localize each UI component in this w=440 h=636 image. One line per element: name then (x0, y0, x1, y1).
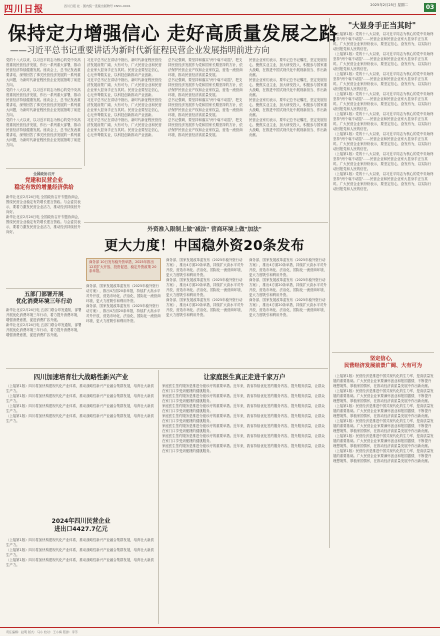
main-subheadline: ——习近平总书记重要讲话为新时代新征程民营企业发展指明前进方向 (10, 45, 270, 55)
lead-text-col-2: 商务部、国家发展改革委发布《2025年稳外资行动方案》，推出4方面20条举措，持续扩大高水平对外开放，营造市场化、法治化、国际化一流营商环境，更大力度吸引和利用外资。 商务部、国家发展改革委发布《2025年稳外资行动方案》，推出4方面20条举措，持续扩大高水平对外开放，营造市场化、法治化、国际化一流营商环境，更大力度吸引和利用外资。 商务部、国家发展改革委发布《2025年稳外资行动方案》，推出4方面20条举措，持续扩大高水平对外开放，营造市场化、法治化、国际化一流营商环境，更大力度吸引和利用外资。 (166, 258, 244, 317)
brief-2-title: 五部门部署开展 优化消费环境三年行动 (16, 292, 72, 305)
divider (158, 370, 159, 624)
lead-text-col-1: 商务部、国家发展改革委发布《2025年稳外资行动方案》，推出4方面20条举措，持续扩大高水平对外开放，营造市场化、法治化、国际化一流营商环境，更大力度吸引和利用外资。 商务部、国家发展改革委发布《2025年稳外资行动方案》，推出4方面20条举措，持续扩大高水平对外开放，营造市场化、法治化、国际化一流营商环境，更大力度吸引和利用外资。 (86, 284, 161, 323)
divider (329, 18, 330, 548)
issue-date: 2025年2月25日 星期二 (370, 3, 408, 7)
lead-story-heading (82, 225, 327, 254)
divider (84, 58, 85, 166)
brief-2-text: 新华社北京2月24日电 五部门联合印发通知，部署开展优化消费环境三年行动，着力提升消费环境，增强消费意愿，促进消费扩容升级。 新华社北京2月24日电 五部门联合印发通知，部署开展优化消费环境三年行动，着力提升消费环境，增强消费意愿，促进消费扩容升级。 (6, 308, 82, 337)
main-headline: 保持定力增强信心 走好高质量发展之路 (8, 24, 338, 45)
lead-kicker: 外资准入限制上做"减法" 营商环境上做"加法" (147, 227, 262, 233)
bottom-right-text: （上接第1版）民营经济是推进中国式现代化的生力军，是高质量发展的重要基础。广大民营企业家要满怀创业和报国激情，不断提升理想境界，厚植家国情怀，在推动经济高质量发展中作出新贡献。 （上接第1版）民营经济是推进中国式现代化的生力军，是高质量发展的重要基础。广大民营企业家要满怀创业和报国激情，不断提升理想境界，厚植家国情怀，在推动经济高质量发展中作出新贡献。 （上接第1版）民营经济是推进中国式现代化的生力军，是高质量发展的重要基础。广大民营企业家要满怀创业和报国激情，不断提升理想境界，厚植家国情怀，在推动经济高质量发展中作出新贡献。 （上接第1版）民营经济是推进中国式现代化的生力军，是高质量发展的重要基础。广大民营企业家要满怀创业和报国激情，不断提升理想境界，厚植家国情怀，在推动经济高质量发展中作出新贡献。 （上接第1版）民营经济是推进中国式现代化的生力军，是高质量发展的重要基础。广大民营企业家要满怀创业和报国激情，不断提升理想境界，厚植家国情怀，在推动经济高质量发展中作出新贡献。 （上接第1版）民营经济是推进中国式现代化的生力军，是高质量发展的重要基础。广大民营企业家要满怀创业和报国激情，不断提升理想境界，厚植家国情怀，在推动经济高质量发展中作出新贡献。 (333, 374, 434, 463)
brief-1-title: 党建和民营企业 稳定有效的增量经济供给 (14, 178, 74, 191)
divider (6, 168, 82, 169)
article-col-2: 习近平总书记在讲话中指出，新时代新征程民营经济发展前景广阔、大有可为，广大民营企业和民营企业家大显身手正当其时。民营企业要坚定信心，心无旁骛做实业，以科技创新推动产业创新。 习近平总书记在讲话中指出，新时代新征程民营经济发展前景广阔、大有可为，广大民营企业和民营企业家大显身手正当其时。民营企业要坚定信心，心无旁骛做实业，以科技创新推动产业创新。 习近平总书记在讲话中指出，新时代新征程民营经济发展前景广阔、大有可为，广大民营企业和民营企业家大显身手正当其时。民营企业要坚定信心，心无旁骛做实业，以科技创新推动产业创新。 习近平总书记在讲话中指出，新时代新征程民营经济发展前景广阔、大有可为，广大民营企业和民营企业家大显身手正当其时。民营企业要坚定信心，心无旁骛做实业，以科技创新推动产业创新。 (87, 58, 162, 137)
masthead-info: 四川日报 社 · 国内统一连续出版物号 CN51-0001 (64, 4, 131, 8)
brief-1-label: 全国政协召开 (33, 172, 55, 176)
masthead (4, 2, 436, 15)
divider (332, 352, 434, 353)
article-col-3: 总书记强调，要坚持和落实"两个毫不动摇"，把支持民营经济发展作为党和国家长期坚持的方针，依法保护民营企业产权和企业家权益，营造一流营商环境，推动民营经济高质量发展。 总书记强调，要坚持和落实"两个毫不动摇"，把支持民营经济发展作为党和国家长期坚持的方针，依法保护民营企业产权和企业家权益，营造一流营商环境，推动民营经济高质量发展。 总书记强调，要坚持和落实"两个毫不动摇"，把支持民营经济发展作为党和国家长期坚持的方针，依法保护民营企业产权和企业家权益，营造一流营商环境，推动民营经济高质量发展。 总书记强调，要坚持和落实"两个毫不动摇"，把支持民营经济发展作为党和国家长期坚持的方针，依法保护民营企业产权和企业家权益，营造一流营商环境，推动民营经济高质量发展。 (168, 58, 243, 137)
divider (6, 368, 328, 369)
page-number-badge: 03 (425, 4, 435, 11)
sidebar-text: （上接第1版）党的十八大以来，以习近平同志为核心的党中央始终坚持"两个毫不动摇"……民营企业和民营企业家大显身手正当其时。广大民营企业家纷纷表示，要坚定信心，奋发有为，以实际行动回报党和人民的信任。 （上接第1版）党的十八大以来，以习近平同志为核心的党中央始终坚持"两个毫不动摇"……民营企业和民营企业家大显身手正当其时。广大民营企业家纷纷表示，要坚定信心，奋发有为，以实际行动回报党和人民的信任。 （上接第1版）党的十八大以来，以习近平同志为核心的党中央始终坚持"两个毫不动摇"……民营企业和民营企业家大显身手正当其时。广大民营企业家纷纷表示，要坚定信心，奋发有为，以实际行动回报党和人民的信任。 （上接第1版）党的十八大以来，以习近平同志为核心的党中央始终坚持"两个毫不动摇"……民营企业和民营企业家大显身手正当其时。广大民营企业家纷纷表示，要坚定信心，奋发有为，以实际行动回报党和人民的信任。 （上接第1版）党的十八大以来，以习近平同志为核心的党中央始终坚持"两个毫不动摇"……民营企业和民营企业家大显身手正当其时。广大民营企业家纷纷表示，要坚定信心，奋发有为，以实际行动回报党和人民的信任。 （上接第1版）党的十八大以来，以习近平同志为核心的党中央始终坚持"两个毫不动摇"……民营企业和民营企业家大显身手正当其时。广大民营企业家纷纷表示，要坚定信心，奋发有为，以实际行动回报党和人民的信任。 （上接第1版）党的十八大以来，以习近平同志为核心的党中央始终坚持"两个毫不动摇"……民营企业和民营企业家大显身手正当其时。广大民营企业家纷纷表示，要坚定信心，奋发有为，以实际行动回报党和人民的信任。 （上接第1版）党的十八大以来，以习近平同志为核心的党中央始终坚持"两个毫不动摇"……民营企业和民营企业家大显身手正当其时。广大民营企业家纷纷表示，要坚定信心，奋发有为，以实际行动回报党和人民的信任。 (333, 32, 434, 191)
lead-text-col-3: 商务部、国家发展改革委发布《2025年稳外资行动方案》，推出4方面20条举措，持续扩大高水平对外开放，营造市场化、法治化、国际化一流营商环境，更大力度吸引和利用外资。 商务部、国家发展改革委发布《2025年稳外资行动方案》，推出4方面20条举措，持续扩大高水平对外开放，营造市场化、法治化、国际化一流营商环境，更大力度吸引和利用外资。 商务部、国家发展改革委发布《2025年稳外资行动方案》，推出4方面20条举措，持续扩大高水平对外开放，营造市场化、法治化、国际化一流营商环境，更大力度吸引和利用外资。 (249, 258, 327, 317)
newspaper-logo: 四川日报 (4, 5, 45, 15)
lead-title: 更大力度！中国稳外资20条发布 (104, 238, 305, 254)
divider (84, 222, 328, 223)
brief-1-text: 新华社北京2月24日电 全国政协召开专题协商会，围绕民营企业稳定有效增长建言资政。与会委员表示，要着力激发民营企业活力，推动经济持续回升向好。 新华社北京2月24日电 全国政协召开专题协商会，围绕民营企业稳定有效增长建言资政。与会委员表示，要着力激发民营企业活力，推动经济持续回升向好。 (6, 195, 82, 234)
bottom-center-text: 家庭医生签约服务是推进分级诊疗的重要举措。近年来，我省持续优化签约服务内容，提升服务质量，让群众在家门口享受到便捷的健康服务。 家庭医生签约服务是推进分级诊疗的重要举措。近年来，我省持续优化签约服务内容，提升服务质量，让群众在家门口享受到便捷的健康服务。 家庭医生签约服务是推进分级诊疗的重要举措。近年来，我省持续优化签约服务内容，提升服务质量，让群众在家门口享受到便捷的健康服务。 家庭医生签约服务是推进分级诊疗的重要举措。近年来，我省持续优化签约服务内容，提升服务质量，让群众在家门口享受到便捷的健康服务。 家庭医生签约服务是推进分级诊疗的重要举措。近年来，我省持续优化签约服务内容，提升服务质量，让群众在家门口享受到便捷的健康服务。 家庭医生签约服务是推进分级诊疗的重要举措。近年来，我省持续优化签约服务内容，提升服务质量，让群众在家门口享受到便捷的健康服务。 家庭医生签约服务是推进分级诊疗的重要举措。近年来，我省持续优化签约服务内容，提升服务质量，让群众在家门口享受到便捷的健康服务。 (162, 384, 325, 453)
article-col-4: 民营企业家们表示，要牢记总书记嘱托，坚定发展信心，聚焦实业主业，加大研发投入，积极参与国家重大战略，在推进中国式现代化中展现新担当、作出新贡献。 民营企业家们表示，要牢记总书记嘱托，坚定发展信心，聚焦实业主业，加大研发投入，积极参与国家重大战略，在推进中国式现代化中展现新担当、作出新贡献。 民营企业家们表示，要牢记总书记嘱托，坚定发展信心，聚焦实业主业，加大研发投入，积极参与国家重大战略，在推进中国式现代化中展现新担当、作出新贡献。 民营企业家们表示，要牢记总书记嘱托，坚定发展信心，聚焦实业主业，加大研发投入，积极参与国家重大战略，在推进中国式现代化中展现新担当、作出新贡献。 (249, 58, 327, 137)
bottom-left-text: （上接第1版）四川将加快构建现代化产业体系，推动战略性新兴产业融合集群发展，培育壮大新质生产力。 （上接第1版）四川将加快构建现代化产业体系，推动战略性新兴产业融合集群发展，培育壮大新质生产力。 （上接第1版）四川将加快构建现代化产业体系，推动战略性新兴产业融合集群发展，培育壮大新质生产力。 （上接第1版）四川将加快构建现代化产业体系，推动战略性新兴产业融合集群发展，培育壮大新质生产力。 (6, 384, 154, 423)
divider (6, 288, 82, 289)
bottom-center-title: 让家庭医生真正走进千家万户 (203, 374, 286, 381)
bottom-left-stat-text: （上接第1版）四川将加快构建现代化产业体系，推动战略性新兴产业融合集群发展，培育壮大新质生产力。 （上接第1版）四川将加快构建现代化产业体系，推动战略性新兴产业融合集群发展，培育壮大新质生产力。 （上接第1版）四川将加快构建现代化产业体系，推动战略性新兴产业融合集群发展，培育壮大新质生产力。 (6, 538, 154, 567)
page-footer: 责任编辑：赵明 版式：马小 校对：王小梅 照排：李芳 (0, 627, 440, 635)
lead-highlight-box: 商务部 10日发布稳外资举措，2025年推出12项扩大开放、投资促进、稳定外资政策 20 条举措。 (86, 258, 161, 281)
bottom-left-title: 四川加速培育壮大战略性新兴产业 (33, 374, 129, 381)
article-col-1: 党的十八大以来，以习近平同志为核心的党中央高度重视民营经济发展，作出一系列重大部署，推动民营经济持续健康发展。座谈会上，总书记发表重要讲话，深刻回答了事关民营经济发展的一系列重大问题，为新时代新征程民营企业发展指明了前进方向。 党的十八大以来，以习近平同志为核心的党中央高度重视民营经济发展，作出一系列重大部署，推动民营经济持续健康发展。座谈会上，总书记发表重要讲话，深刻回答了事关民营经济发展的一系列重大问题，为新时代新征程民营企业发展指明了前进方向。 党的十八大以来，以习近平同志为核心的党中央高度重视民营经济发展，作出一系列重大部署，推动民营经济持续健康发展。座谈会上，总书记发表重要讲话，深刻回答了事关民营经济发展的一系列重大问题，为新时代新征程民营企业发展指明了前进方向。 (6, 58, 81, 147)
sidebar-title: "大显身手正当其时" (348, 21, 416, 30)
bottom-left-stat-title: 2024年四川民营企业 进出口4427.7亿元 (51, 518, 111, 533)
bottom-right-title: 坚定信心， 民营经济发展前景广阔、大有可为 (344, 356, 422, 369)
